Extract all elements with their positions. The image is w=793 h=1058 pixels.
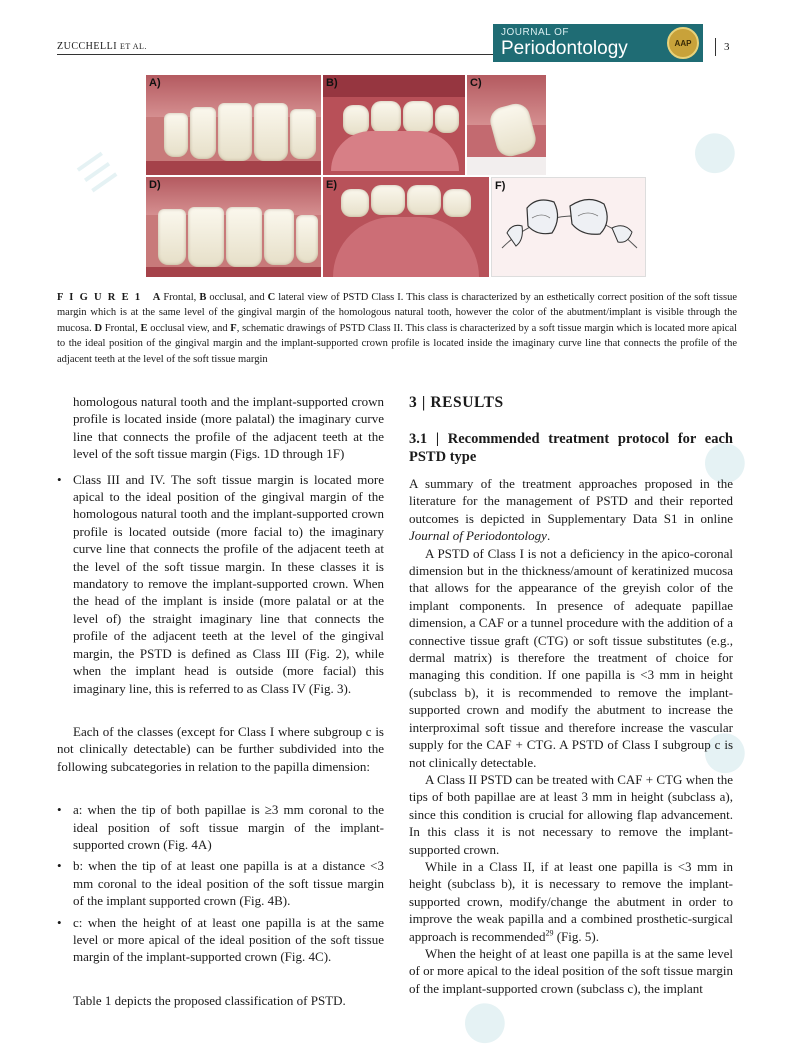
journal-banner [493, 24, 703, 62]
panel-label: A) [149, 77, 161, 89]
caption-bold-e: E [140, 322, 148, 334]
right-column [409, 393, 733, 997]
panel-label: C) [470, 77, 482, 89]
results-paragraph-1 [409, 475, 733, 545]
journal-name: Periodontology [501, 38, 628, 59]
paragraph-end: . [546, 528, 551, 544]
citation-superscript: 29 [545, 928, 554, 938]
caption-text: lateral view of PSTD Class I. This class is characterized by an esthetically correct position of the soft tissue margin which is at the same level of the gingival margin of the homologous natural tooth, however the color of the abutment/implant is visible through the mucosa. [57, 292, 737, 334]
journal-of-label: JOURNAL OF [501, 27, 569, 38]
results-paragraph-4 [409, 858, 733, 945]
caption-text: , schematic drawings of PSTD Class II. This class is characterized by a soft tissue margin which is located more apical to the ideal position of the gingival margin and the implant-supported crown profile is located inside the imaginary curve line that connects the profile of the adjacent teeth at the level of the soft tissue margin [57, 322, 737, 365]
subgroup-intro-paragraph: Each of the classes (except for Class I where subgroup c is not clinically detectable) can be further subdivided into the following subcategories in relation to the papilla dimension: [57, 723, 384, 774]
header-rule [57, 54, 495, 55]
figure-panel-c [467, 75, 546, 175]
watermark: ● [686, 422, 760, 498]
figure-1 [146, 75, 646, 277]
paragraph-text: While in a Class II, if at least one papilla is <3 mm in height (subclass b), it is necessary to remove the implant-supported crown, modify/change the abutment in order to improve the weak papilla and a combined prosthetic-surgical approach is recommended [409, 858, 733, 944]
caption-text: Frontal, [102, 322, 141, 334]
panel-label: B) [326, 77, 338, 89]
watermark: ● [686, 712, 760, 788]
journal-italic: Journal of Periodontology [409, 528, 547, 544]
left-column [57, 393, 384, 1009]
caption-text: occlusal view, and [147, 322, 231, 334]
panel-label: F) [495, 180, 506, 192]
author-name: ZUCCHELLI [57, 41, 118, 52]
figure-caption [57, 290, 737, 367]
caption-bold-c: C [267, 292, 276, 303]
page-number: 3 [724, 41, 730, 53]
caption-bold-f: F [230, 322, 237, 334]
watermark: ☰ [70, 143, 127, 203]
figure-panel-b [323, 75, 465, 175]
results-paragraph-2: A PSTD of Class I is not a deficiency in the apico-coronal dimension but in the thickness/amount of keratinized mucosa that allows for the appearance of the greyish color of the implant components. In presence of adequate papillae dimension, a CAF or a tunnel procedure with the addition of a connective tissue graft (CTG) or soft tissue substitutes (e.g., dermal matrix) is therefore the treatment of choice for managing this condition. If one papilla is <3 mm in height (subclass b), it is recommended to remove the implant-supported crown and modify the abutment to increase the interproximal soft tissue and therefore increase the vascular supply for the CAF + CTG. A PSTD of Class I subgroup c is not clinically detectable. [409, 545, 733, 770]
figure-panel-d [146, 177, 321, 277]
aap-logo-icon [667, 27, 699, 59]
section-heading-results: 3 | RESULTS [409, 394, 504, 411]
watermark: ● [446, 982, 520, 1058]
author-etal: ET AL. [120, 42, 147, 51]
bullet-subclass-b: • b: when the tip of at least one papilla is at a distance <3 mm coronal to the ideal position of the soft tissue margin of the implant supported crown (Fig. 4B). [57, 857, 384, 909]
caption-text: Frontal, [160, 292, 200, 303]
paragraph-end: (Fig. 5). [553, 928, 599, 944]
class-ii-continuation: homologous natural tooth and the implant-supported crown profile is located inside (more palatal) the imaginary curve line that connects the profile of the adjacent teeth at the level of the soft tissue margin (Figs. 1D through 1F) [73, 394, 384, 462]
caption-bold-d: D [94, 322, 103, 334]
bullet-subclass-c: • c: when the height of at least one papilla is at the same level or more apical of the ideal position of the soft tissue margin of the implant-supported crown (Fig. 4C). [57, 914, 384, 966]
panel-label: D) [149, 179, 161, 191]
caption-bold-b: B [199, 292, 207, 303]
bullet-class-iii-iv: • Class III and IV. The soft tissue margin is located more apical to the ideal position of the gingival margin of the homologous natural tooth and the implant-supported crown profile is located outside (more facial to) the imaginary curve line that connects the profile of the adjacent teeth at the level of the soft tissue margin. In these classes it is mandatory to remove the implant-supported crown. When the head of the implant is inside (more palatal or at the level of) the straight imaginary line that connects the profile of the adjacent teeth at the level of the gingival margin, the PSTD is defined as Class III (Fig. 2), while when the implant head is outside (more facial) this imaginary line, this is referred to as Class IV (Fig. 3). [57, 471, 384, 697]
table-reference-paragraph: Table 1 depicts the proposed classification of PSTD. [73, 992, 346, 1008]
page-header [0, 0, 793, 70]
logo-text: AAP [674, 38, 692, 48]
schematic-drawing-icon [492, 178, 646, 277]
watermark: ● [676, 112, 750, 188]
results-paragraph-5: When the height of at least one papilla is at the same level of or more apical to the ideal position of the soft tissue margin of the implant-supported crown (subclass c), the implant [409, 945, 733, 996]
results-paragraph-3: A Class II PSTD can be treated with CAF + CTG when the tips of both papillae are at least 3 mm in height (subclass a), since this condition is crucial for allowing flap advancement. In this class it is not necessary to remove the implant-supported crown. [409, 771, 733, 857]
page-number-divider [715, 38, 716, 56]
caption-text: occlusal, and [206, 292, 268, 303]
paragraph-text: A summary of the treatment approaches proposed in the literature for the management of PSTD and their reported outcomes is depicted in Supplementary Data S1 in online [409, 476, 733, 526]
subsection-heading-3-1: 3.1 | Recommended treatment protocol for each PSTD type [409, 431, 733, 465]
figure-panel-e [323, 177, 489, 277]
bullet-subclass-a: • a: when the tip of both papillae is ≥3 mm coronal to the ideal position of soft tissue margin of the implant-supported crown (Fig. 4A) [57, 801, 384, 853]
caption-bold-a: A [152, 292, 161, 303]
running-author [57, 41, 147, 52]
figure-label: F I G U R E 1 [57, 292, 142, 303]
panel-label: E) [326, 179, 337, 191]
figure-panel-f [491, 177, 646, 277]
figure-panel-a [146, 75, 321, 175]
